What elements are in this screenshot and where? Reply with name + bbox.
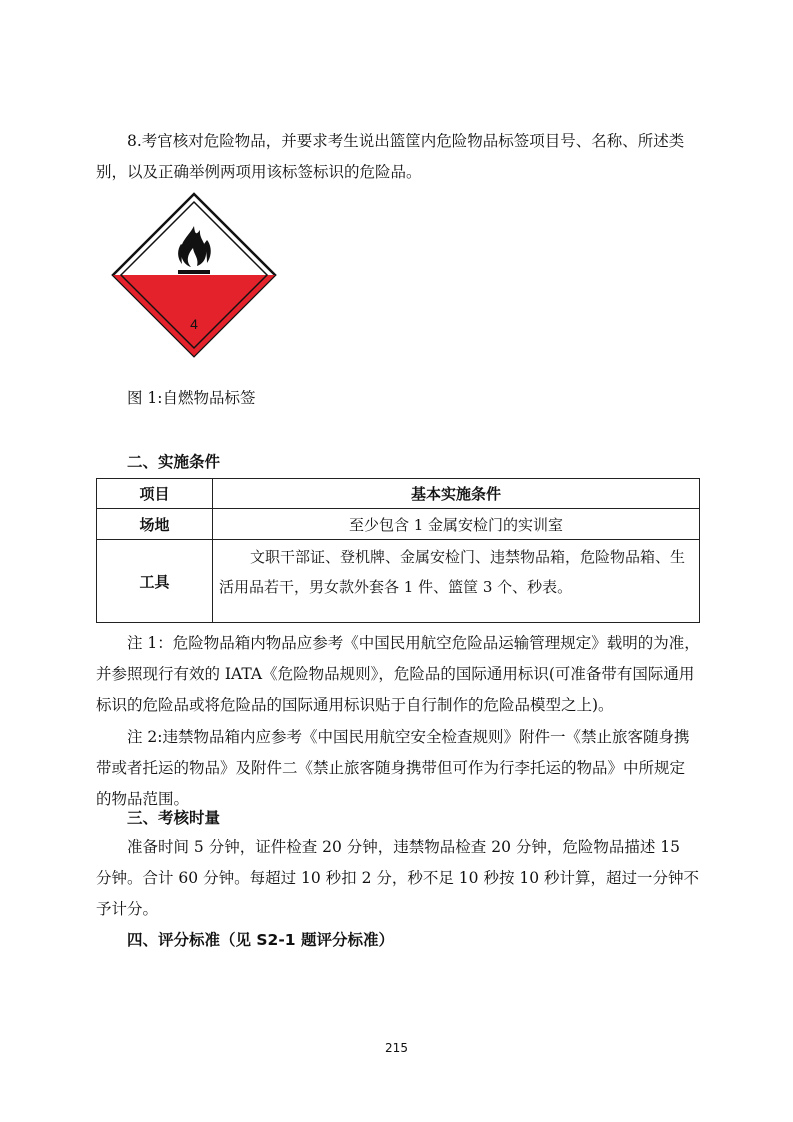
table-row (97, 509, 700, 540)
row-item-venue: 场地 (97, 509, 213, 540)
row-item-tools: 工具 (97, 540, 213, 623)
row-content-venue: 至少包含 1 金属安检门的实训室 (213, 509, 700, 540)
section4-heading: 四、评分标准（见 S2-1 题评分标准） (127, 931, 394, 949)
time-paragraph: 准备时间 5 分钟，证件检查 20 分钟，违禁物品检查 20 分钟，危险物品描述 15 分钟。合计 60 分钟。每超过 10 秒扣 2 分，秒不足 10 秒按 10 秒计算，超过一分钟不予计分。 (96, 838, 700, 918)
section3-heading: 三、考核时量 (127, 809, 221, 827)
class-number: 4 (190, 316, 198, 332)
spontaneous-combustion-label-icon (111, 192, 277, 358)
column-header-item: 项目 (97, 479, 213, 509)
row-content-tools: 文职干部证、登机牌、金属安检门、违禁物品箱，危险物品箱、生活用品若干，男女款外套各 1 件、篮筐 3 个、秒表。 (213, 540, 700, 623)
table-header-row (97, 479, 700, 509)
section2-heading: 二、实施条件 (127, 453, 221, 471)
conditions-table (96, 478, 700, 623)
page-number: 215 (385, 1041, 408, 1055)
column-header-conditions: 基本实施条件 (213, 479, 700, 509)
hazard-label-figure (111, 192, 277, 358)
intro-paragraph: 8.考官核对危险物品，并要求考生说出篮筐内危险物品标签项目号、名称、所述类别，以及正确举例两项用该标签标识的危险品。 (96, 132, 685, 181)
note-2: 注 2:违禁物品箱内应参考《中国民用航空安全检查规则》附件一《禁止旅客随身携带或者托运的物品》及附件二《禁止旅客随身携带但可作为行李托运的物品》中所规定的物品范围。 (96, 728, 690, 808)
note-1: 注 1：危险物品箱内物品应参考《中国民用航空危险品运输管理规定》载明的为准，并参照现行有效的 IATA《危险物品规则》，危险品的国际通用标识(可准备带有国际通用标识的危险品或将危险品的国际通用标识贴于自行制作的危险品模型之上)。 (96, 634, 700, 714)
figure-caption: 图 1:自燃物品标签 (127, 389, 256, 407)
table-row (97, 540, 700, 623)
